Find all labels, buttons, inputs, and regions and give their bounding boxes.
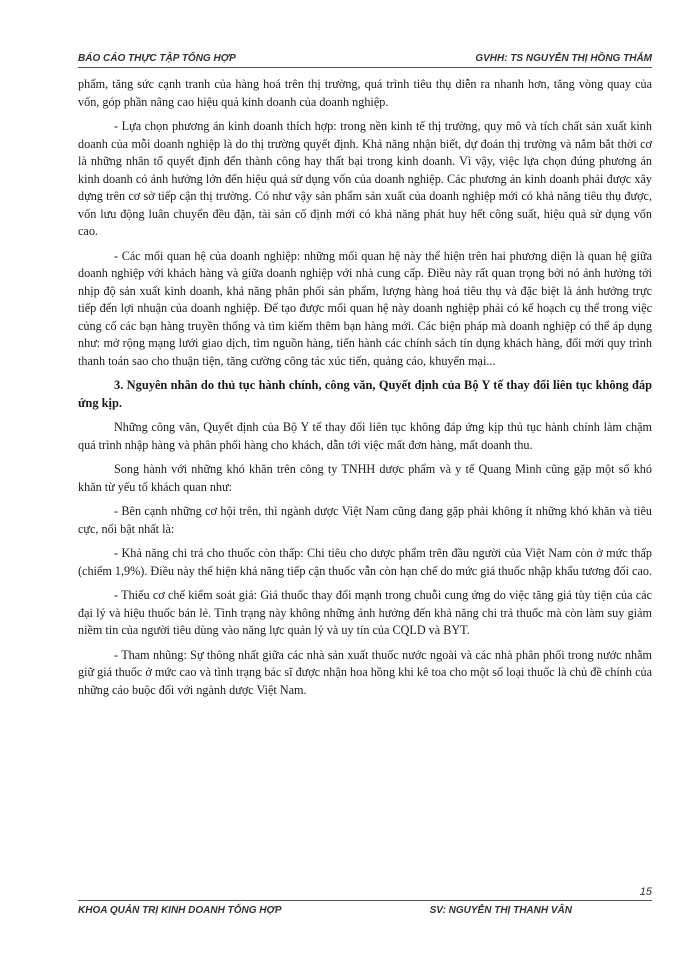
paragraph-company-difficulties: Song hành với những khó khăn trên công ty TNHH dược phẩm và y tế Quang Minh cũng gặp một số khó khăn từ yếu tố khách quan như:	[78, 462, 652, 494]
header-advisor: GVHH: TS NGUYỄN THỊ HỒNG THẮM	[475, 53, 652, 64]
page-header	[78, 42, 652, 68]
page-body	[78, 76, 652, 706]
footer-faculty: KHOA QUẢN TRỊ KINH DOANH TỔNG HỢP	[78, 905, 282, 916]
paragraph-industry-difficulties: - Bên cạnh những cơ hội trên, thì ngành dược Việt Nam cũng đang gặp phải không ít những khó khăn và tiêu cực, nổi bật nhất là:	[78, 504, 652, 536]
paragraph-dispatches: Những công văn, Quyết định của Bộ Y tế thay đổi liên tục không đáp ứng kịp thủ tục hành chính làm chậm quá trình nhập hàng và phân phối hàng cho khách, dẫn tới việc mất đơn hàng, mất doanh thu.	[78, 420, 652, 452]
header-report-title: BÁO CÁO THỰC TẬP TỔNG HỢP	[78, 53, 236, 64]
paragraph-price-control: - Thiếu cơ chế kiểm soát giá: Giá thuốc thay đổi mạnh trong chuỗi cung ứng do việc tăng giá tùy tiện của các đại lý và hiệu thuốc bán lẻ. Tình trạng này không những ảnh hưởng đến khả năng chi trả thuốc mà còn làm suy giảm niềm tin của người tiêu dùng vào năng lực quản lý và uy tín của CQLD và BYT.	[78, 588, 652, 637]
section-heading: 3. Nguyên nhân do thủ tục hành chính, công văn, Quyết định của Bộ Y tế thay đổi liên tục không đáp ứng kịp.	[78, 378, 652, 410]
paragraph-ability-to-pay: - Khả năng chi trả cho thuốc còn thấp: Chi tiêu cho dược phẩm trên đầu người của Việt Nam còn ở mức thấp (chiếm 1,9%). Điều này thể hiện khả năng tiếp cận thuốc vẫn còn hạn chế do mức giá thuốc nhập khẩu tương đối cao.	[78, 546, 653, 578]
paragraph-continuation: phẩm, tăng sức cạnh tranh của hàng hoá trên thị trường, quá trình tiêu thụ diễn ra nhanh hơn, tăng vòng quay của vốn, góp phần nâng cao hiệu quả kinh doanh của doanh nghiệp.	[78, 77, 652, 109]
page-number: 15	[639, 886, 652, 898]
paragraph-corruption: - Tham nhũng: Sự thông nhất giữa các nhà sản xuất thuốc nước ngoài và các nhà phân phối trong nước nhằm giữ giá thuốc ở mức cao và tình trạng bác sĩ được nhận hoa hồng khi kê toa cho một số loại thuốc là chủ đề chính của những cáo buộc đối với ngành dược Việt Nam.	[78, 647, 652, 697]
paragraph-business-plan: - Lựa chọn phương án kinh doanh thích hợp: trong nền kinh tế thị trường, quy mô và tích chất sản xuất kinh doanh của mỗi doanh nghiệp là do thị trường quyết định. Khả năng nhận biết, dự đoán thị trường và nắm bắt thời cơ là những nhân tố quyết định đến thành công hay thất bại trong kinh doanh. Vì vậy, việc lựa chọn đúng phương án kinh doanh có ảnh hưởng lớn đến hiệu quả sử dụng vốn của doanh nghiệp. Các phương án kinh doanh phải được xây dựng trên cơ sở tiếp cận thị trường. Có như vậy sản phẩm sản xuất của doanh nghiệp mới có khả năng tiêu thụ được, vốn lưu động luân chuyển đều đặn, tài sản cố định mới có khả năng phát huy hết công suất, hiệu quả sử dụng vốn cao.	[78, 119, 652, 238]
footer-student: SV: NGUYỄN THỊ THANH VÂN	[429, 905, 572, 916]
page-footer	[78, 886, 652, 916]
paragraph-relationships: - Các mối quan hệ của doanh nghiệp: những mối quan hệ này thể hiện trên hai phương diện là quan hệ giữa doanh nghiệp với khách hàng và giữa doanh nghiệp với nhà cung cấp. Điều này rất quan trọng bởi nó ảnh hưởng tới nhịp độ sản xuất kinh doanh, khả năng phân phối sản phẩm, lượng hàng hoá tiêu thụ và đặc biệt là ảnh hưởng trực tiếp đến lợi nhuận của doanh nghiệp. Để tạo được mối quan hệ này doanh nghiệp phải có kế hoạch cụ thể trong việc củng cố các bạn hàng truyền thống và tìm kiếm thêm bạn hàng mới. Các biện pháp mà doanh nghiệp có thể áp dụng như: mở rộng mạng lưới giao dịch, tìm nguồn hàng, tiến hành các chính sách tín dụng khách hàng, đổi mới quy trình thanh toán sao cho thuận tiện, tăng cường công tác xúc tiến, quảng cáo, khuyến mại...	[78, 248, 652, 368]
